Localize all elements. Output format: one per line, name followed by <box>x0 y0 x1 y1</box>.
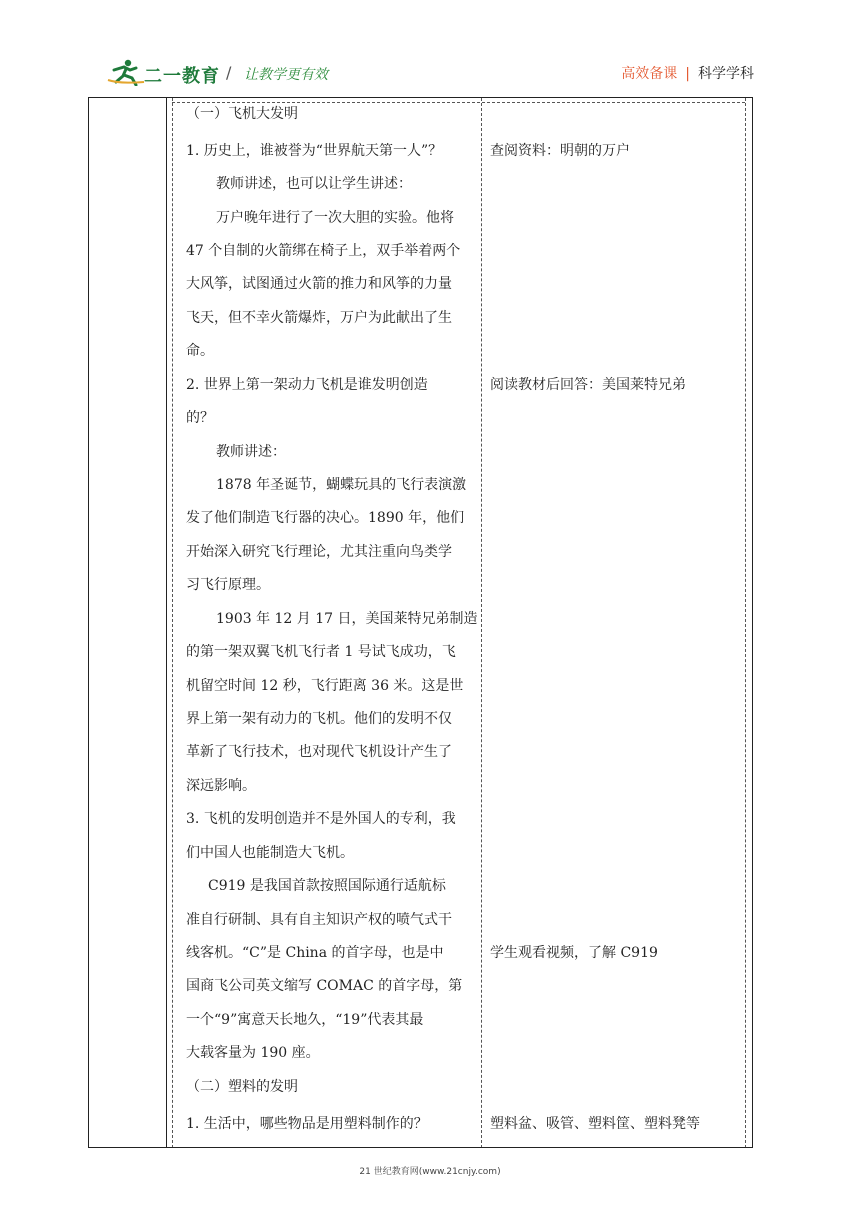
text-line: 机留空时间 12 秒，飞行距离 36 米。这是世 <box>186 678 464 694</box>
page-footer: 21 世纪教育网(www.21cnjy.com) <box>359 1167 501 1177</box>
text-line: 深远影响。 <box>186 778 256 794</box>
text-line: C919 是我国首款按照国际通行适航标 <box>208 878 446 894</box>
dashed-frame-left <box>172 98 173 1148</box>
table-column-divider <box>166 98 167 1148</box>
runner-logo-icon <box>106 58 146 86</box>
header-highlight: 高效备课 <box>621 66 678 82</box>
text-line: 准自行研制、具有自主知识产权的喷气式干 <box>186 912 452 928</box>
section-heading: （一）飞机大发明 <box>186 106 298 122</box>
text-line: 大载客量为 190 座。 <box>186 1045 320 1061</box>
text-line: 开始深入研究飞行理论，尤其注重向鸟类学 <box>186 544 452 560</box>
text-line: 一个“9”寓意天长地久，“19”代表其最 <box>186 1012 424 1028</box>
text-line: 习飞行原理。 <box>186 577 270 593</box>
text-line: 线客机。“C”是 China 的首字母，也是中 <box>186 945 444 961</box>
section-heading: （二）塑料的发明 <box>186 1079 298 1095</box>
text-line: 国商飞公司英文缩写 COMAC 的首字母，第 <box>186 978 463 994</box>
logo <box>106 58 328 88</box>
text-line: 1878 年圣诞节，蝴蝶玩具的飞行表演激 <box>216 477 467 493</box>
logo-divider: / <box>226 63 232 82</box>
text-line: 们中国人也能制造大飞机。 <box>186 845 354 861</box>
logo-text: 二一教育 <box>144 66 220 87</box>
text-line: 界上第一架有动力的飞机。他们的发明不仅 <box>186 711 452 727</box>
question-line: 1. 生活中，哪些物品是用塑料制作的？ <box>186 1116 428 1132</box>
text-line: 大风筝，试图通过火箭的推力和风筝的力量 <box>186 276 452 292</box>
page-header <box>0 0 860 100</box>
table-right-border <box>752 98 753 1148</box>
header-separator: | <box>685 66 690 82</box>
table-bottom-border <box>88 1147 753 1148</box>
slogan: 让教学更有效 <box>244 67 328 83</box>
header-subject-label: 科学学科 <box>698 66 754 82</box>
text-line: 教师讲述： <box>216 444 286 460</box>
text-line: 教师讲述，也可以让学生讲述： <box>216 176 412 192</box>
activity-note: 阅读教材后回答：美国莱特兄弟 <box>490 377 686 393</box>
text-line: 发了他们制造飞行器的决心。1890 年，他们 <box>186 510 465 526</box>
text-line: 命。 <box>186 343 214 359</box>
question-line: 3. 飞机的发明创造并不是外国人的专利，我 <box>186 811 456 827</box>
text-line: 1903 年 12 月 17 日，美国莱特兄弟制造 <box>216 611 478 627</box>
text-line: 的？ <box>186 410 214 426</box>
table-left-border <box>88 98 89 1148</box>
activity-note: 塑料盆、吸管、塑料筐、塑料凳等 <box>490 1116 700 1132</box>
activity-note: 查阅资料：明朝的万户 <box>490 143 630 159</box>
text-line: 革新了飞行技术，也对现代飞机设计产生了 <box>186 744 452 760</box>
dashed-frame-right <box>745 98 746 1148</box>
question-line: 2. 世界上第一架动力飞机是谁发明创造 <box>186 377 428 393</box>
question-line: 1. 历史上，谁被誉为“世界航天第一人”？ <box>186 143 443 159</box>
text-line: 万户晚年进行了一次大胆的实验。他将 <box>216 210 454 226</box>
header-subject <box>621 63 754 83</box>
activity-note: 学生观看视频，了解 C919 <box>490 945 658 961</box>
text-line: 的第一架双翼飞机飞行者 1 号试飞成功，飞 <box>186 644 456 660</box>
text-line: 飞天，但不幸火箭爆炸，万户为此献出了生 <box>186 310 452 326</box>
text-line: 47 个自制的火箭绑在椅子上，双手举着两个 <box>186 243 461 259</box>
